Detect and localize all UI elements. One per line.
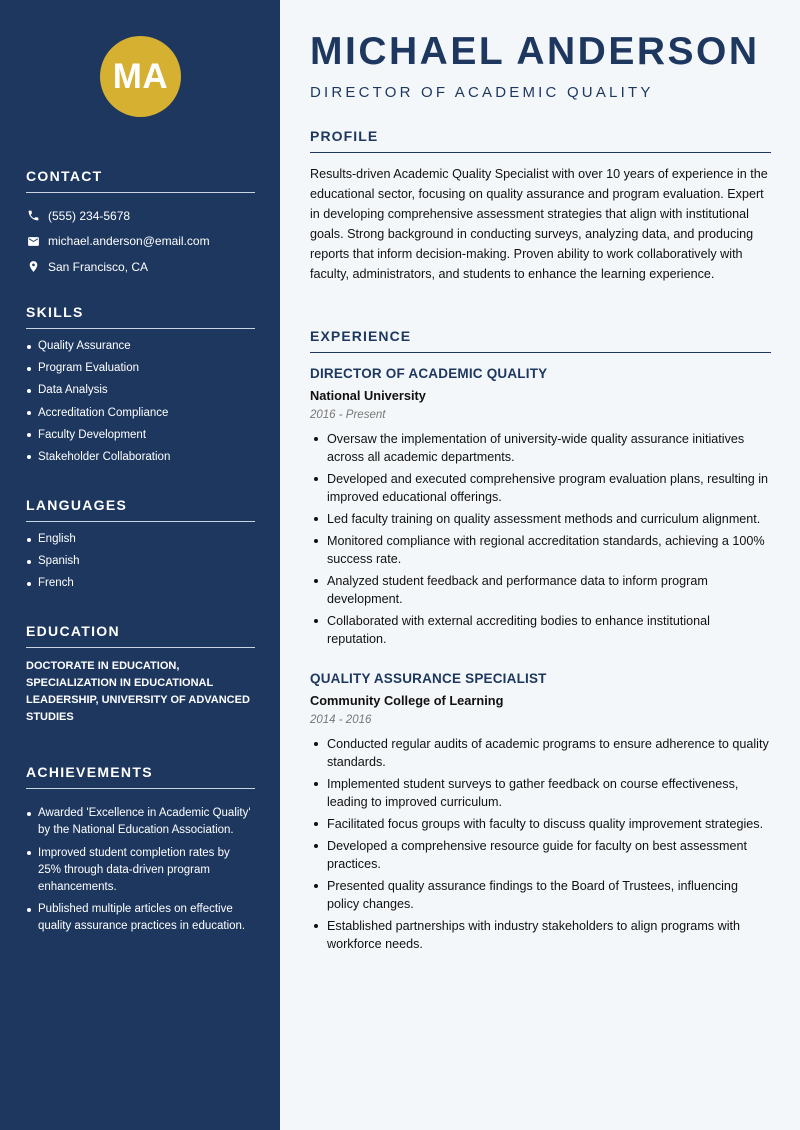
job-organization: Community College of Learning (310, 693, 504, 708)
sidebar (0, 0, 280, 1130)
experience-item (310, 366, 771, 652)
job-bullet: Implemented student surveys to gather feedback on course effectiveness, leading to improved curriculum. (310, 775, 771, 811)
education-section (26, 623, 255, 726)
candidate-name: MICHAEL ANDERSON (310, 30, 760, 73)
skill-item: Stakeholder Collaboration (26, 450, 255, 464)
avatar-initials: MA (100, 36, 181, 117)
job-bullet: Conducted regular audits of academic programs to ensure adherence to quality standards. (310, 735, 771, 771)
contact-heading: CONTACT (26, 168, 255, 193)
candidate-title: DIRECTOR OF ACADEMIC QUALITY (310, 84, 654, 101)
job-bullet: Collaborated with external accrediting bodies to enhance institutional reputation. (310, 612, 771, 648)
skill-item: Data Analysis (26, 383, 255, 397)
mail-icon (26, 234, 40, 248)
job-bullet: Led faculty training on quality assessment methods and curriculum alignment. (310, 510, 771, 528)
experience-item (310, 671, 771, 957)
job-bullet: Presented quality assurance findings to the Board of Trustees, influencing policy changes. (310, 877, 771, 913)
job-bullet: Analyzed student feedback and performance data to inform program development. (310, 572, 771, 608)
language-item: English (26, 532, 255, 546)
languages-section (26, 497, 255, 599)
achievements-list (26, 805, 255, 935)
education-heading: EDUCATION (26, 623, 255, 648)
achievements-heading: ACHIEVEMENTS (26, 764, 255, 789)
job-dates: 2014 - 2016 (310, 714, 372, 726)
skill-item: Accreditation Compliance (26, 406, 255, 420)
contact-phone: (555) 234-5678 (48, 208, 131, 223)
phone-icon (26, 209, 40, 223)
job-bullet: Established partnerships with industry stakeholders to align programs with workforce needs. (310, 917, 771, 953)
job-bullet: Monitored compliance with regional accreditation standards, achieving a 100% success rate. (310, 532, 771, 568)
achievements-section (26, 764, 255, 941)
job-bullet: Developed and executed comprehensive program evaluation plans, resulting in improved educational offerings. (310, 470, 771, 506)
contact-email[interactable]: michael.anderson@email.com (48, 234, 210, 249)
contact-section (26, 168, 255, 280)
languages-heading: LANGUAGES (26, 497, 255, 522)
language-item: Spanish (26, 554, 255, 568)
skills-heading: SKILLS (26, 304, 255, 329)
contact-phone-row (26, 203, 255, 229)
job-dates: 2016 - Present (310, 409, 386, 421)
skill-item: Faculty Development (26, 428, 255, 442)
profile-summary: Results-driven Academic Quality Specialist with over 10 years of experience in the educational sector, focusing on quality assurance and program evaluation. Expert in developing comprehensive assessment strategies that align with institutional goals. Strong background in conducting surveys, analyzing data, and producing reports that inform decision-making. Proven ability to work collaboratively with faculty, administrators, and students to enhance the learning experience. (310, 167, 768, 281)
languages-list (26, 532, 255, 590)
experience-heading: EXPERIENCE (310, 328, 771, 353)
job-bullet: Developed a comprehensive resource guide for faculty on best assessment practices. (310, 837, 771, 873)
skills-list (26, 339, 255, 464)
language-item: French (26, 576, 255, 590)
skill-item: Quality Assurance (26, 339, 255, 353)
profile-heading: PROFILE (310, 128, 771, 153)
job-responsibilities (310, 735, 771, 953)
education-degree: DOCTORATE IN EDUCATION, SPECIALIZATION IN EDUCATIONAL LEADERSHIP, UNIVERSITY OF ADVANCED STUDIES (26, 660, 250, 723)
job-bullet: Oversaw the implementation of university-wide quality assurance initiatives across all academic departments. (310, 430, 771, 466)
contact-location: San Francisco, CA (48, 259, 149, 274)
contact-email-row (26, 229, 255, 255)
job-title: QUALITY ASSURANCE SPECIALIST (310, 671, 547, 686)
skill-item: Program Evaluation (26, 361, 255, 375)
achievement-item: Published multiple articles on effective quality assurance practices in education. (26, 901, 255, 935)
job-bullet: Facilitated focus groups with faculty to discuss quality improvement strategies. (310, 815, 771, 833)
achievement-item: Awarded 'Excellence in Academic Quality' by the National Education Association. (26, 805, 255, 839)
skills-section (26, 304, 255, 472)
job-organization: National University (310, 388, 426, 403)
achievement-item: Improved student completion rates by 25% through data-driven program enhancements. (26, 845, 255, 896)
job-responsibilities (310, 430, 771, 648)
contact-location-row (26, 254, 255, 280)
location-pin-icon (26, 260, 40, 274)
job-title: DIRECTOR OF ACADEMIC QUALITY (310, 366, 548, 381)
